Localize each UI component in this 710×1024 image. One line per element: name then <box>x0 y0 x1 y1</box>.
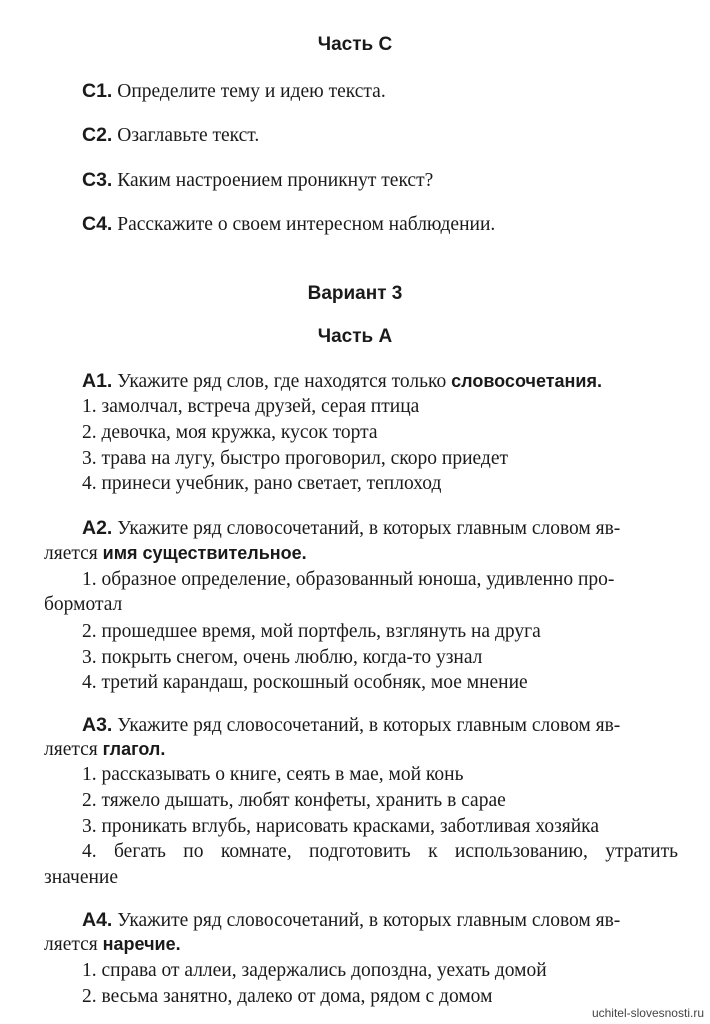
question-c1 <box>82 80 386 103</box>
option-a1-1: 1. замолчал, встреча друзей, серая птица <box>82 396 420 417</box>
question-a2 <box>82 517 620 540</box>
option-a3-3: 3. проникать вглубь, нарисовать красками, заботливая хозяйка <box>82 816 600 837</box>
question-number: С1. <box>82 80 113 102</box>
part-c-title: Часть С <box>317 34 393 55</box>
question-text: Укажите ряд слов, где находятся только <box>117 371 447 392</box>
question-number: С4. <box>82 213 113 235</box>
question-number: А1. <box>82 370 113 392</box>
option-a1-3: 3. трава на лугу, быстро проговорил, скоро приедет <box>82 448 509 469</box>
option-a3-4: 4. бегать по комнате, подготовить к использованию, утратить <box>82 841 678 862</box>
question-number: С3. <box>82 169 113 191</box>
question-number: С2. <box>82 124 113 146</box>
question-a1 <box>82 370 602 393</box>
question-text: Укажите ряд словосочетаний, в которых главным словом яв- <box>117 715 621 736</box>
question-keyword: имя существительное. <box>102 543 307 563</box>
question-number: А2. <box>82 517 113 539</box>
option-a4-1: 1. справа от аллеи, задержались допоздна, уехать домой <box>82 960 547 981</box>
variant-title: Вариант 3 <box>307 283 403 304</box>
question-number: А4. <box>82 909 113 931</box>
question-text-cont: ляется <box>44 543 98 564</box>
option-a2-1-cont: бормотал <box>44 594 123 615</box>
watermark: uchitel-slovesnosti.ru <box>591 1006 704 1020</box>
option-a3-1: 1. рассказывать о книге, сеять в мае, мой конь <box>82 764 464 785</box>
option-a2-3: 3. покрыть снегом, очень люблю, когда-то узнал <box>82 647 483 668</box>
question-text: Укажите ряд словосочетаний, в которых главным словом яв- <box>117 910 621 931</box>
question-keyword: глагол. <box>102 739 166 759</box>
question-text-cont: ляется <box>44 739 98 760</box>
question-c3 <box>82 169 433 192</box>
question-number: А3. <box>82 714 113 736</box>
question-c2 <box>82 124 259 147</box>
option-a1-2: 2. девочка, моя кружка, кусок торта <box>82 422 378 443</box>
option-a3-2: 2. тяжело дышать, любят конфеты, хранить в сарае <box>82 790 506 811</box>
option-a1-4: 4. принеси учебник, рано светает, теплоход <box>82 473 442 494</box>
option-a4-2: 2. весьма занятно, далеко от дома, рядом с домом <box>82 986 493 1007</box>
option-a2-4: 4. третий карандаш, роскошный особняк, мое мнение <box>82 672 528 693</box>
question-text: Укажите ряд словосочетаний, в которых главным словом яв- <box>117 518 621 539</box>
question-a4 <box>82 909 620 932</box>
question-a4-cont <box>44 934 181 956</box>
question-text: Каким настроением проникнут текст? <box>117 170 434 191</box>
question-keyword: словосочетания. <box>451 371 602 391</box>
option-a2-2: 2. прошедшее время, мой портфель, взглянуть на друга <box>82 621 541 642</box>
part-a-title: Часть А <box>317 326 393 347</box>
question-a3 <box>82 714 620 737</box>
question-text-cont: ляется <box>44 934 98 955</box>
question-keyword: наречие. <box>102 934 181 954</box>
question-a3-cont <box>44 739 165 761</box>
question-text: Озаглавьте текст. <box>117 125 260 146</box>
option-a2-1: 1. образное определение, образованный юноша, удивленно про- <box>82 569 615 590</box>
question-c4 <box>82 213 495 236</box>
question-a2-cont <box>44 543 307 565</box>
question-text: Расскажите о своем интересном наблюдении. <box>117 214 496 235</box>
question-text: Определите тему и идею текста. <box>117 81 386 102</box>
option-a3-4-cont: значение <box>44 867 119 888</box>
